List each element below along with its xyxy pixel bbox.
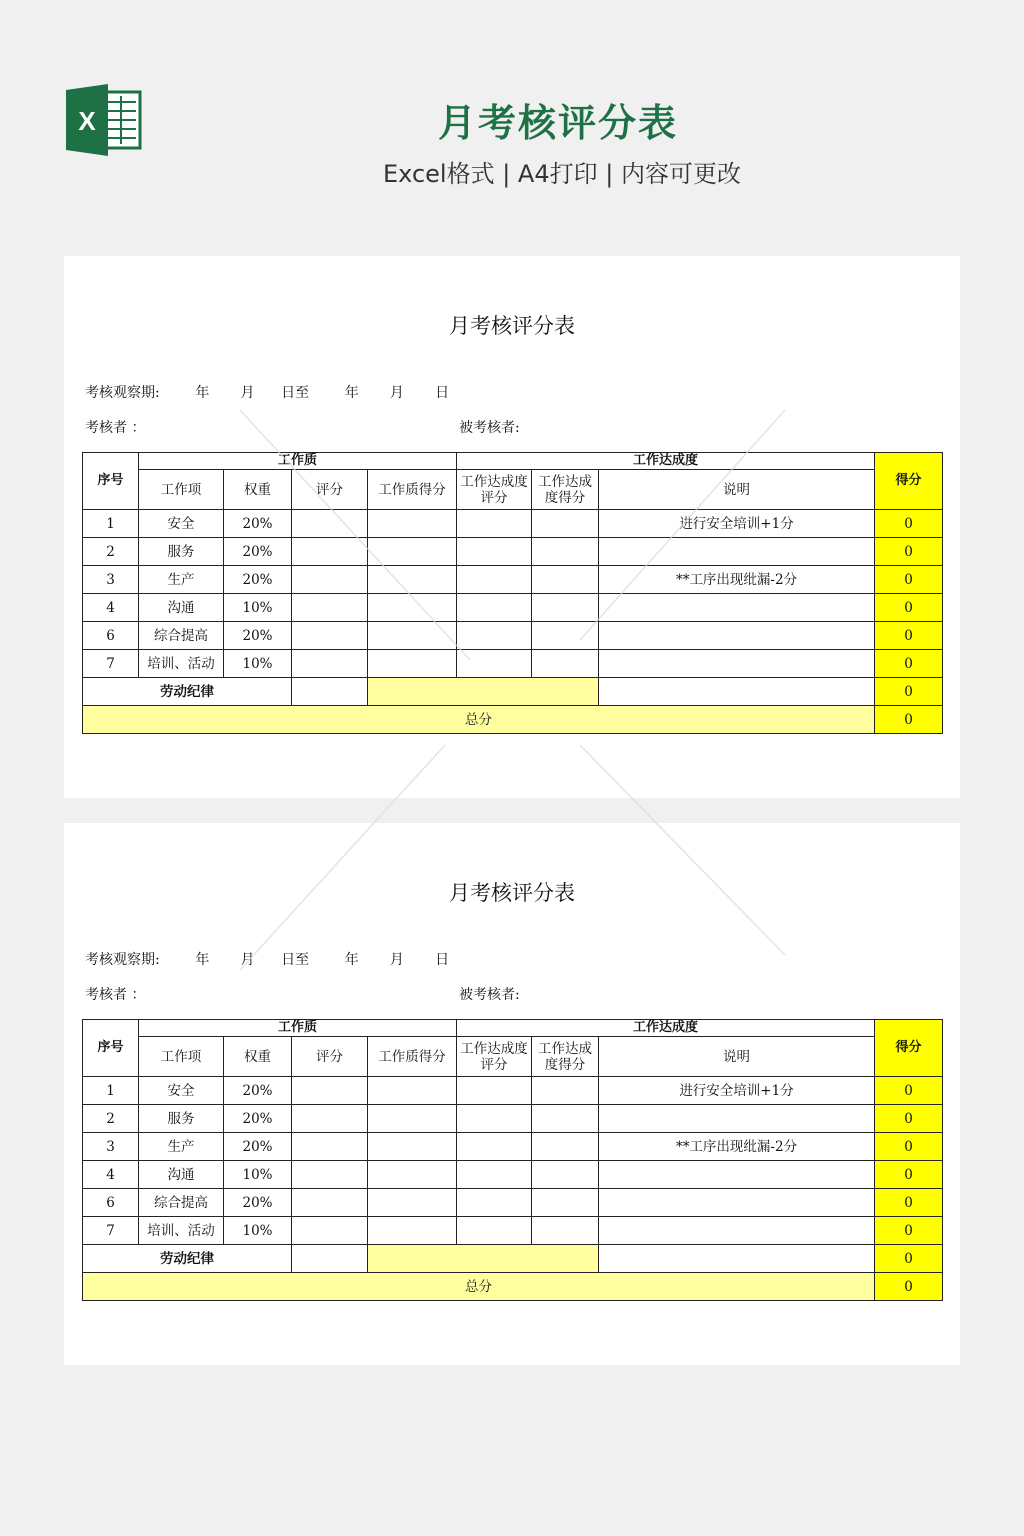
page-header xyxy=(0,0,1024,240)
row-item[interactable]: 安全 xyxy=(139,1077,224,1105)
row-weight[interactable]: 20% xyxy=(224,538,292,566)
table-row xyxy=(83,510,943,538)
row-index[interactable]: 6 xyxy=(83,622,139,650)
row-completion-score-cell[interactable] xyxy=(532,1189,599,1217)
row-quality-score-cell[interactable] xyxy=(368,1077,457,1105)
row-note[interactable]: **工序出现纰漏-2分 xyxy=(599,566,875,594)
col-quality-score-header: 工作质得分 xyxy=(368,1037,457,1077)
row-score[interactable]: 0 xyxy=(875,1189,943,1217)
row-quality-score-cell[interactable] xyxy=(368,538,457,566)
assessor-label: 考核者 ： xyxy=(85,420,146,436)
row-score[interactable]: 0 xyxy=(875,1105,943,1133)
row-score[interactable]: 0 xyxy=(875,510,943,538)
col-weight-header: 权重 xyxy=(224,1037,292,1077)
col-note-header: 说明 xyxy=(599,1037,875,1077)
row-item[interactable]: 培训、活动 xyxy=(139,1217,224,1245)
row-rating-cell[interactable] xyxy=(292,1105,368,1133)
row-weight[interactable]: 20% xyxy=(224,510,292,538)
row-quality-score-cell[interactable] xyxy=(368,1133,457,1161)
col-completion-score-header: 工作达成度得分 xyxy=(532,1037,599,1077)
row-completion-score-cell[interactable] xyxy=(532,538,599,566)
col-item-header: 工作项 xyxy=(139,1037,224,1077)
row-weight[interactable]: 10% xyxy=(224,1217,292,1245)
assessee-label: 被考核者: xyxy=(459,420,520,436)
row-item[interactable]: 生产 xyxy=(139,1133,224,1161)
row-weight[interactable]: 20% xyxy=(224,1105,292,1133)
sheet-title: 月考核评分表 xyxy=(449,314,575,338)
row-weight[interactable]: 20% xyxy=(224,622,292,650)
col-note-header: 说明 xyxy=(599,470,875,510)
total-label: 总分 xyxy=(83,1273,875,1301)
sheet-preview-2 xyxy=(64,823,960,1365)
row-item[interactable]: 沟通 xyxy=(139,1161,224,1189)
col-rating-header: 评分 xyxy=(292,470,368,510)
period-label: 考核观察期: 年 月 日至 年 月 日 xyxy=(85,952,450,968)
row-completion-rating-cell[interactable] xyxy=(457,622,532,650)
row-index[interactable]: 4 xyxy=(83,1161,139,1189)
col-completion-rating-header: 工作达成度评分 xyxy=(457,470,532,510)
group-quality-header: 工作质 xyxy=(139,1020,457,1037)
row-rating-cell[interactable] xyxy=(292,622,368,650)
discipline-row xyxy=(83,1245,943,1273)
table-row xyxy=(83,1189,943,1217)
row-completion-rating-cell[interactable] xyxy=(457,538,532,566)
row-completion-rating-cell[interactable] xyxy=(457,510,532,538)
col-score-header: 得分 xyxy=(875,1020,943,1077)
row-quality-score-cell[interactable] xyxy=(368,1161,457,1189)
row-quality-score-cell[interactable] xyxy=(368,1189,457,1217)
row-index[interactable]: 2 xyxy=(83,1105,139,1133)
page-subtitle: Excel格式 | A4打印 | 内容可更改 xyxy=(383,160,741,188)
row-weight[interactable]: 10% xyxy=(224,1161,292,1189)
table-row xyxy=(83,1133,943,1161)
row-index[interactable]: 2 xyxy=(83,538,139,566)
row-rating-cell[interactable] xyxy=(292,538,368,566)
total-score[interactable]: 0 xyxy=(875,1273,943,1301)
table-row xyxy=(83,1161,943,1189)
row-index[interactable]: 4 xyxy=(83,594,139,622)
group-quality-header: 工作质 xyxy=(139,453,457,470)
discipline-rating-cell[interactable] xyxy=(292,1245,368,1273)
col-rating-header: 评分 xyxy=(292,1037,368,1077)
row-completion-score-cell[interactable] xyxy=(532,1105,599,1133)
group-completion-header: 工作达成度 xyxy=(457,453,875,470)
row-rating-cell[interactable] xyxy=(292,1133,368,1161)
row-score[interactable]: 0 xyxy=(875,1217,943,1245)
row-completion-score-cell[interactable] xyxy=(532,622,599,650)
row-quality-score-cell[interactable] xyxy=(368,566,457,594)
row-item[interactable]: 综合提高 xyxy=(139,622,224,650)
row-item[interactable]: 综合提高 xyxy=(139,1189,224,1217)
row-completion-score-cell[interactable] xyxy=(532,1161,599,1189)
row-item[interactable]: 沟通 xyxy=(139,594,224,622)
row-note[interactable] xyxy=(599,1161,875,1189)
row-score[interactable]: 0 xyxy=(875,622,943,650)
row-index[interactable]: 7 xyxy=(83,1217,139,1245)
row-weight[interactable]: 20% xyxy=(224,1077,292,1105)
row-index[interactable]: 7 xyxy=(83,650,139,678)
row-score[interactable]: 0 xyxy=(875,1077,943,1105)
row-completion-rating-cell[interactable] xyxy=(457,1133,532,1161)
row-note[interactable]: 进行安全培训+1分 xyxy=(599,510,875,538)
discipline-note-cell[interactable] xyxy=(599,1245,875,1273)
row-note[interactable] xyxy=(599,622,875,650)
row-completion-score-cell[interactable] xyxy=(532,566,599,594)
table-row xyxy=(83,622,943,650)
row-completion-rating-cell[interactable] xyxy=(457,1077,532,1105)
row-rating-cell[interactable] xyxy=(292,566,368,594)
row-note[interactable] xyxy=(599,1105,875,1133)
period-label: 考核观察期: 年 月 日至 年 月 日 xyxy=(85,385,450,401)
table-row xyxy=(83,538,943,566)
assessor-label: 考核者 ： xyxy=(85,987,146,1003)
table-row xyxy=(83,1105,943,1133)
row-completion-rating-cell[interactable] xyxy=(457,1161,532,1189)
total-row xyxy=(83,1273,943,1301)
row-completion-rating-cell[interactable] xyxy=(457,1105,532,1133)
discipline-score-cell[interactable] xyxy=(368,678,599,706)
col-index-header: 序号 xyxy=(83,1020,139,1077)
row-weight[interactable]: 20% xyxy=(224,1189,292,1217)
row-rating-cell[interactable] xyxy=(292,1189,368,1217)
table-row xyxy=(83,1217,943,1245)
row-quality-score-cell[interactable] xyxy=(368,650,457,678)
row-rating-cell[interactable] xyxy=(292,650,368,678)
row-completion-rating-cell[interactable] xyxy=(457,1189,532,1217)
table-row xyxy=(83,566,943,594)
row-score[interactable]: 0 xyxy=(875,594,943,622)
row-note[interactable] xyxy=(599,1217,875,1245)
row-index[interactable]: 3 xyxy=(83,566,139,594)
row-score[interactable]: 0 xyxy=(875,538,943,566)
score-table xyxy=(82,452,943,734)
discipline-score[interactable]: 0 xyxy=(875,1245,943,1273)
row-item[interactable]: 生产 xyxy=(139,566,224,594)
discipline-note-cell[interactable] xyxy=(599,678,875,706)
row-rating-cell[interactable] xyxy=(292,1077,368,1105)
discipline-label: 劳动纪律 xyxy=(83,678,292,706)
row-note[interactable] xyxy=(599,594,875,622)
row-weight[interactable]: 10% xyxy=(224,594,292,622)
sheet-preview-1 xyxy=(64,256,960,798)
col-completion-score-header: 工作达成度得分 xyxy=(532,470,599,510)
col-item-header: 工作项 xyxy=(139,470,224,510)
col-completion-rating-header: 工作达成度评分 xyxy=(457,1037,532,1077)
row-note[interactable] xyxy=(599,650,875,678)
total-row xyxy=(83,706,943,734)
row-item[interactable]: 服务 xyxy=(139,538,224,566)
row-quality-score-cell[interactable] xyxy=(368,622,457,650)
row-completion-rating-cell[interactable] xyxy=(457,1217,532,1245)
group-completion-header: 工作达成度 xyxy=(457,1020,875,1037)
col-score-header: 得分 xyxy=(875,453,943,510)
discipline-label: 劳动纪律 xyxy=(83,1245,292,1273)
discipline-score[interactable]: 0 xyxy=(875,678,943,706)
row-index[interactable]: 3 xyxy=(83,1133,139,1161)
discipline-score-cell[interactable] xyxy=(368,1245,599,1273)
row-note[interactable] xyxy=(599,1189,875,1217)
row-index[interactable]: 6 xyxy=(83,1189,139,1217)
row-rating-cell[interactable] xyxy=(292,1161,368,1189)
svg-text:X: X xyxy=(78,106,96,136)
row-item[interactable]: 安全 xyxy=(139,510,224,538)
col-quality-score-header: 工作质得分 xyxy=(368,470,457,510)
assessee-label: 被考核者: xyxy=(459,987,520,1003)
row-completion-score-cell[interactable] xyxy=(532,1077,599,1105)
row-score[interactable]: 0 xyxy=(875,566,943,594)
row-rating-cell[interactable] xyxy=(292,594,368,622)
table-row xyxy=(83,1077,943,1105)
row-index[interactable]: 1 xyxy=(83,1077,139,1105)
sheet-title: 月考核评分表 xyxy=(449,881,575,905)
row-completion-score-cell[interactable] xyxy=(532,510,599,538)
row-score[interactable]: 0 xyxy=(875,1133,943,1161)
row-completion-score-cell[interactable] xyxy=(532,1133,599,1161)
total-score[interactable]: 0 xyxy=(875,706,943,734)
page-title: 月考核评分表 xyxy=(437,101,678,145)
row-completion-rating-cell[interactable] xyxy=(457,650,532,678)
table-row xyxy=(83,650,943,678)
discipline-row xyxy=(83,678,943,706)
score-table xyxy=(82,1019,943,1301)
row-item[interactable]: 服务 xyxy=(139,1105,224,1133)
row-completion-score-cell[interactable] xyxy=(532,1217,599,1245)
row-score[interactable]: 0 xyxy=(875,650,943,678)
row-weight[interactable]: 20% xyxy=(224,566,292,594)
row-weight[interactable]: 10% xyxy=(224,650,292,678)
table-row xyxy=(83,594,943,622)
row-score[interactable]: 0 xyxy=(875,1161,943,1189)
row-completion-score-cell[interactable] xyxy=(532,650,599,678)
row-note[interactable]: **工序出现纰漏-2分 xyxy=(599,1133,875,1161)
row-completion-score-cell[interactable] xyxy=(532,594,599,622)
row-completion-rating-cell[interactable] xyxy=(457,566,532,594)
row-index[interactable]: 1 xyxy=(83,510,139,538)
row-note[interactable] xyxy=(599,538,875,566)
row-quality-score-cell[interactable] xyxy=(368,594,457,622)
row-quality-score-cell[interactable] xyxy=(368,510,457,538)
total-label: 总分 xyxy=(83,706,875,734)
discipline-rating-cell[interactable] xyxy=(292,678,368,706)
col-index-header: 序号 xyxy=(83,453,139,510)
row-quality-score-cell[interactable] xyxy=(368,1217,457,1245)
row-item[interactable]: 培训、活动 xyxy=(139,650,224,678)
row-rating-cell[interactable] xyxy=(292,1217,368,1245)
col-weight-header: 权重 xyxy=(224,470,292,510)
row-quality-score-cell[interactable] xyxy=(368,1105,457,1133)
row-weight[interactable]: 20% xyxy=(224,1133,292,1161)
row-note[interactable]: 进行安全培训+1分 xyxy=(599,1077,875,1105)
row-completion-rating-cell[interactable] xyxy=(457,594,532,622)
row-rating-cell[interactable] xyxy=(292,510,368,538)
